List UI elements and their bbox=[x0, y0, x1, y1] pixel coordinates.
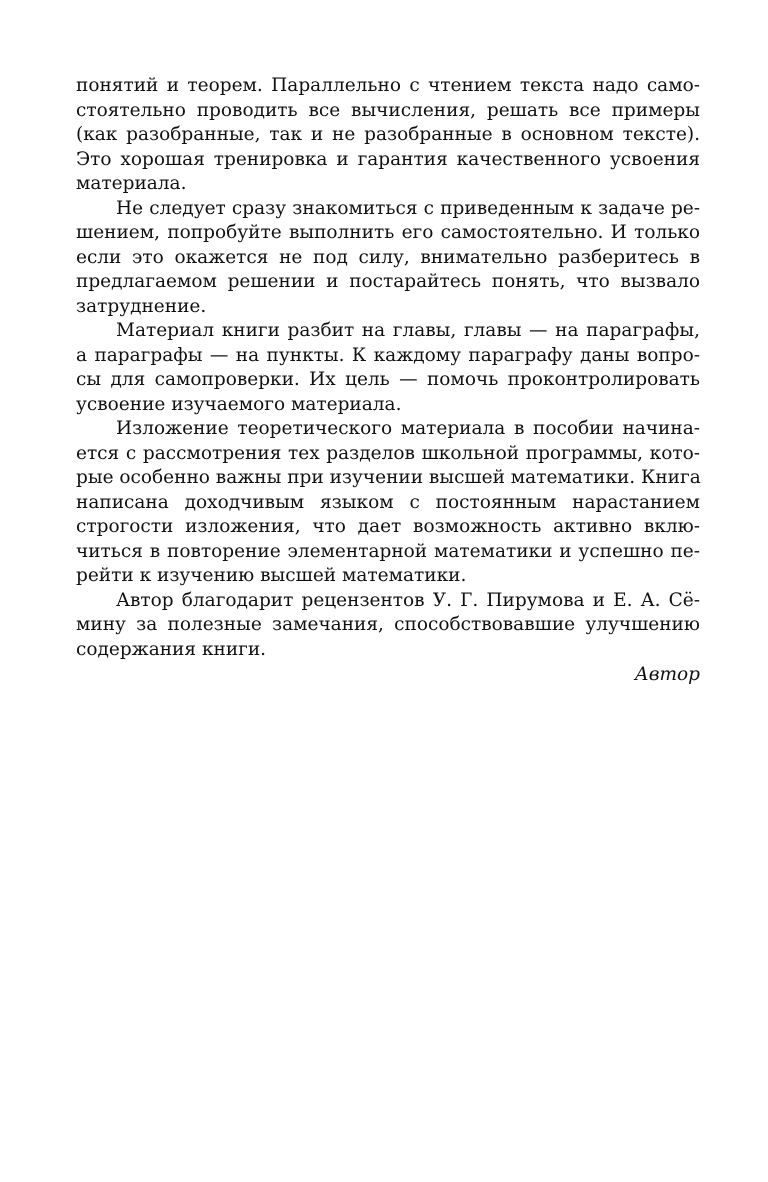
paragraph-study-advice bbox=[76, 74, 700, 197]
text-line: читься в повторение элементарной математики и успешно пе- bbox=[76, 540, 700, 562]
paragraph-acknowledgements bbox=[76, 589, 700, 663]
text-line: усвоение изучаемого материала. bbox=[76, 393, 402, 415]
text-line: шением, попробуйте выполнить его самостоятельно. И только bbox=[76, 222, 700, 243]
text-line: Автор благодарит рецензентов У. Г. Пирумова и Е. А. Сё- bbox=[116, 589, 700, 611]
text-line: предлагаемом решении и постарайтесь понять, что вызвало bbox=[76, 271, 700, 292]
text-line: мину за полезные замечания, способствовавшие улучшению bbox=[76, 614, 700, 635]
text-line: Изложение теоретического материала в пособии начина- bbox=[116, 418, 700, 439]
text-line: а параграфы — на пункты. К каждому параграфу даны вопро- bbox=[76, 344, 700, 366]
text-line: строгости изложения, что дает возможность активно вклю- bbox=[76, 516, 700, 537]
text-line: ется с рассмотрения тех разделов школьной программы, кото- bbox=[76, 442, 700, 464]
paragraph-structure bbox=[76, 319, 700, 417]
paragraph-solutions bbox=[76, 197, 700, 320]
author-signature: Автор bbox=[634, 664, 700, 685]
text-line: рые особенно важны при изучении высшей математики. Книга bbox=[76, 467, 701, 488]
text-line: если это окажется не под силу, внимательно разберитесь в bbox=[76, 246, 700, 268]
text-line: написана доходчивым языком с постоянным нарастанием bbox=[76, 491, 700, 513]
text-line: затруднение. bbox=[76, 295, 207, 317]
page-body bbox=[76, 74, 700, 688]
text-line: Не следует сразу знакомиться с приведенным к задаче ре- bbox=[116, 197, 700, 219]
text-line: материала. bbox=[76, 173, 187, 194]
text-line: Это хорошая тренировка и гарантия качественного усвоения bbox=[76, 148, 700, 170]
text-line: содержания книги. bbox=[76, 638, 267, 660]
text-line: сы для самопроверки. Их цель — помочь проконтролировать bbox=[76, 369, 700, 390]
text-line: стоятельно проводить все вычисления, решать все примеры bbox=[76, 99, 700, 121]
text-line: Материал книги разбит на главы, главы — на параграфы, bbox=[116, 320, 700, 341]
text-line: рейти к изучению высшей математики. bbox=[76, 565, 467, 586]
paragraph-exposition bbox=[76, 417, 700, 589]
text-line: (как разобранные, так и не разобранные в основном тексте). bbox=[76, 124, 700, 145]
text-line: понятий и теорем. Параллельно с чтением текста надо само- bbox=[76, 75, 700, 96]
